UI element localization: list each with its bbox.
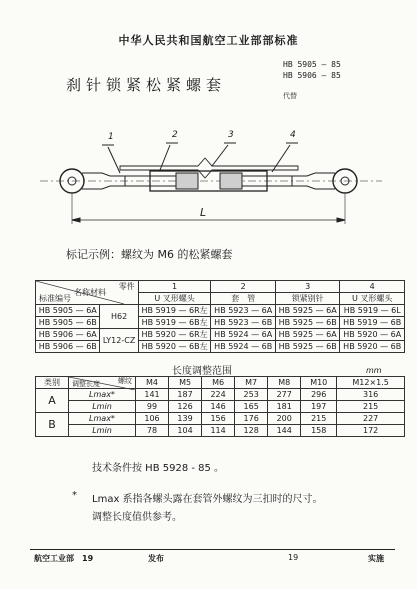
- part-2-code: HB 5923 — 6A: [211, 305, 275, 317]
- range-value: 277: [268, 389, 301, 401]
- table-row: [36, 341, 405, 353]
- range-value: 156: [202, 413, 235, 425]
- document-title: 刹针锁紧松紧螺套: [66, 76, 227, 94]
- standard-number: HB 5905 — 6A: [36, 305, 100, 317]
- table-row: [36, 413, 405, 425]
- footer-divider: [30, 549, 395, 550]
- range-value: 165: [235, 401, 268, 413]
- part-number-1: 1: [138, 281, 211, 293]
- callout-1: 1: [108, 132, 114, 142]
- range-value: 172: [337, 425, 405, 437]
- range-value: 128: [235, 425, 268, 437]
- unit-label: mm: [366, 366, 382, 375]
- part-4-code: HB 5919 — 6L: [340, 305, 405, 317]
- length-range-table: [35, 376, 405, 437]
- range-value: 187: [169, 389, 202, 401]
- part-3-code: HB 5925 — 6B: [275, 341, 339, 353]
- table-row: [36, 329, 405, 341]
- callout-4: 4: [290, 130, 296, 140]
- standard-number: HB 5906 — 6A: [36, 329, 100, 341]
- category-a: A: [36, 389, 69, 413]
- range-value: 215: [301, 413, 337, 425]
- standard-code-2: HB 5906 — 85: [283, 71, 341, 80]
- corner-parts-label: 零件: [118, 282, 135, 291]
- part-1-code: HB 5919 — 6R左: [138, 305, 211, 317]
- range-value: 144: [268, 425, 301, 437]
- range-value: 215: [337, 401, 405, 413]
- range-value: 316: [337, 389, 405, 401]
- part-3-code: HB 5925 — 6A: [275, 305, 339, 317]
- range-value: 253: [235, 389, 268, 401]
- note-asterisk: *: [72, 490, 77, 501]
- thread-size: M12×1.5: [337, 377, 405, 389]
- range-value: 176: [235, 413, 268, 425]
- table-row: [36, 425, 405, 437]
- table-row: [36, 389, 405, 401]
- part-3-code: HB 5925 — 6B: [275, 317, 339, 329]
- part-name-2: 套 管: [211, 293, 275, 305]
- footer-year: 19: [288, 553, 299, 562]
- parameter: Lmin: [69, 425, 136, 437]
- table-row: [36, 305, 405, 317]
- part-1-code: HB 5920 — 6R左: [138, 329, 211, 341]
- marking-example: 标记示例：螺纹为 M6 的松紧螺套: [66, 248, 233, 261]
- technical-requirements: 技术条件按 HB 5928 - 85 。: [92, 463, 225, 474]
- part-4-code: HB 5919 — 6B: [340, 317, 405, 329]
- callout-2: 2: [172, 130, 178, 140]
- range-value: 296: [301, 389, 337, 401]
- material: LY12-CZ: [100, 329, 138, 353]
- part-4-code: HB 5920 — 6A: [340, 329, 405, 341]
- standard-code-1: HB 5905 — 85: [283, 60, 341, 69]
- footer-issuer: 航空工业部 19: [34, 554, 94, 563]
- range-value: 224: [202, 389, 235, 401]
- part-2-code: HB 5924 — 6A: [211, 329, 275, 341]
- part-name-1: U 叉形螺头: [138, 293, 211, 305]
- part-name-4: U 叉形螺头: [340, 293, 405, 305]
- replaces-label: 代替: [283, 92, 297, 100]
- corner-length-label: 调整长度: [72, 380, 100, 388]
- part-1-code: HB 5919 — 6B左: [138, 317, 211, 329]
- range-value: 227: [337, 413, 405, 425]
- range-table-corner: [69, 377, 136, 389]
- category-b: B: [36, 413, 69, 437]
- thread-size: M6: [202, 377, 235, 389]
- parts-table-corner: [36, 281, 139, 305]
- corner-thread-label: 螺纹: [118, 377, 132, 385]
- callout-3: 3: [228, 130, 234, 140]
- thread-size: M4: [136, 377, 169, 389]
- range-value: 126: [169, 401, 202, 413]
- part-2-code: HB 5924 — 6B: [211, 341, 275, 353]
- part-2-code: HB 5923 — 6B: [211, 317, 275, 329]
- range-value: 181: [268, 401, 301, 413]
- thread-size: M7: [235, 377, 268, 389]
- category-header: 类别: [36, 377, 69, 389]
- range-value: 78: [136, 425, 169, 437]
- table-row: [36, 401, 405, 413]
- footer-effective: 实施: [368, 554, 384, 563]
- dimension-L-label: L: [200, 206, 207, 219]
- table-row: [36, 317, 405, 329]
- range-value: 200: [268, 413, 301, 425]
- part-3-code: HB 5925 — 6A: [275, 329, 339, 341]
- footer-issued: 发布: [148, 554, 164, 563]
- part-4-code: HB 5920 — 6B: [340, 341, 405, 353]
- corner-standard-label: 标准编号: [39, 294, 71, 303]
- assembly-drawing: [0, 118, 417, 238]
- range-value: 139: [169, 413, 202, 425]
- parts-table: [35, 280, 405, 353]
- range-value: 114: [202, 425, 235, 437]
- range-value: 104: [169, 425, 202, 437]
- thread-size: M10: [301, 377, 337, 389]
- material: H62: [100, 305, 138, 329]
- standard-number: HB 5906 — 6B: [36, 341, 100, 353]
- range-value: 197: [301, 401, 337, 413]
- part-number-2: 2: [211, 281, 275, 293]
- range-value: 99: [136, 401, 169, 413]
- part-1-code: HB 5920 — 6B左: [138, 341, 211, 353]
- thread-size: M8: [268, 377, 301, 389]
- part-name-3: 锁紧别针: [275, 293, 339, 305]
- range-table-title: 长度调整范围: [172, 366, 232, 377]
- range-value: 146: [202, 401, 235, 413]
- note-line-1: Lmax 系指各螺头露在套管外螺纹为三扣时的尺寸。: [92, 494, 323, 505]
- range-value: 141: [136, 389, 169, 401]
- range-value: 106: [136, 413, 169, 425]
- standard-number: HB 5905 — 6B: [36, 317, 100, 329]
- parameter: Lmax*: [69, 389, 136, 401]
- corner-material-label: 名称材料: [74, 288, 106, 297]
- part-number-3: 3: [275, 281, 339, 293]
- note-line-2: 调整长度值供参考。: [92, 512, 182, 523]
- thread-size: M5: [169, 377, 202, 389]
- issuing-organization: 中华人民共和国航空工业部部标准: [118, 34, 299, 47]
- parameter: Lmin: [69, 401, 136, 413]
- parameter: Lmax*: [69, 413, 136, 425]
- range-value: 158: [301, 425, 337, 437]
- part-number-4: 4: [340, 281, 405, 293]
